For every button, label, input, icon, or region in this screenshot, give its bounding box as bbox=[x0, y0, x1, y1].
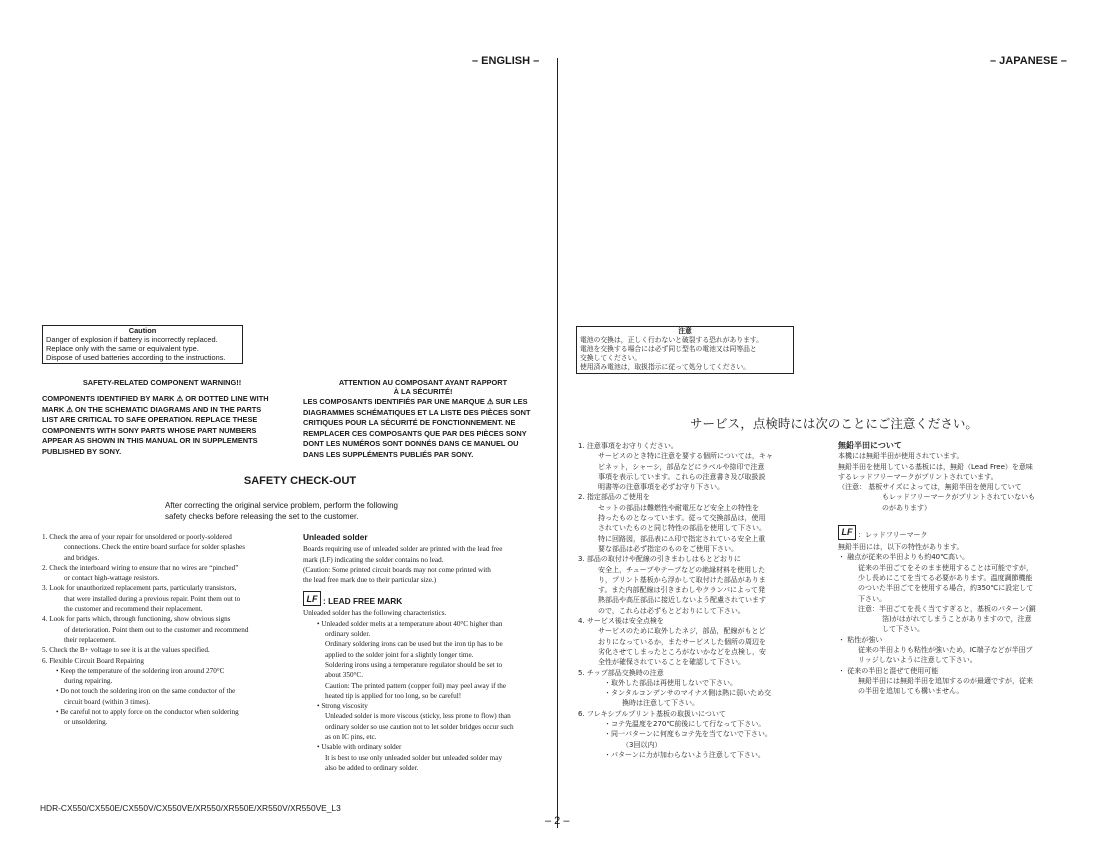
jp-notes-line: 換時は注意して下さい。 bbox=[622, 699, 699, 708]
safety-checkout-title: SAFETY CHECK-OUT bbox=[243, 475, 357, 487]
jp-unleaded-intro: 本機には無鉛半田が使用されています。 bbox=[838, 452, 964, 461]
checklist-line: the customer and recommend their replacement. bbox=[64, 605, 203, 614]
jp-characteristic-line: 注意：半田ごてを長く当てすぎると，基板のパターン(銅 bbox=[858, 604, 1036, 613]
jp-characteristic-line: 無鉛半田には無鉛半田を追加するのが最適ですが，従来 bbox=[858, 676, 1033, 685]
unleaded-characteristics bbox=[303, 608, 545, 773]
checklist-line: • Do not touch the soldering iron on the same conductor of the bbox=[56, 687, 236, 696]
unleaded-characteristic-line: as on IC pins, etc. bbox=[325, 733, 377, 742]
jp-notes-line: 5. チップ部品交換時の注意 bbox=[578, 668, 664, 677]
unleaded-characteristic-line: Unleaded solder is more viscous (sticky, less prone to flow) than bbox=[325, 712, 511, 721]
unleaded-characteristic-line: Soldering irons using a temperature regulator should be set to bbox=[325, 660, 503, 669]
caution-line-jp: 使用済み電池は，取扱指示に従って処分してください。 bbox=[580, 363, 750, 371]
unleaded-solder-section bbox=[303, 532, 545, 773]
jp-notes-line: 事項を表示しています。これらの注意書き及び取扱説 bbox=[598, 472, 766, 481]
jp-notes-line: 明書等の注意事項を必ずお守り下さい。 bbox=[598, 483, 724, 492]
jp-notes-line: サービスのために取外したネジ，部品，配線がもとど bbox=[598, 627, 766, 636]
checklist-line: connections. Check the entire board surface for solder splashes bbox=[64, 543, 246, 552]
lead-free-logo-icon: LF bbox=[838, 525, 856, 540]
warning-line-fr: LES COMPOSANTS IDENTIFIÉS PAR UNE MARQUE ⚠ SUR LES bbox=[303, 397, 528, 406]
jp-notes-line: 3. 部品の取付けや配線の引きまわしはもとどおりに bbox=[578, 555, 741, 564]
jp-characteristic-line: 無鉛半田には，以下の特性があります。 bbox=[838, 543, 964, 552]
checklist-line: 1. Check the area of your repair for unsoldered or poorly-soldered bbox=[42, 533, 232, 541]
jp-notes-line: 6. フレキシブルプリント基板の取扱いについて bbox=[578, 709, 726, 718]
jp-notes-line: 要な部品は必ず指定のものをご使用下さい。 bbox=[598, 544, 738, 553]
unleaded-characteristic-line: Unleaded solder has the following characteristics. bbox=[303, 609, 447, 618]
jp-characteristic-line: して下さい。 bbox=[882, 625, 924, 634]
safety-warning-title-en: SAFETY-RELATED COMPONENT WARNING!! bbox=[82, 378, 242, 387]
unleaded-characteristic-line: also be added to ordinary solder. bbox=[325, 763, 419, 772]
jp-notes-line: ビネット，シャーシ，部品などにラベルや捺印で注意 bbox=[598, 462, 765, 471]
unleaded-line: (Caution: Some printed circuit boards may not come printed with bbox=[303, 565, 491, 574]
unleaded-line: mark (LF) indicating the solder contains no lead. bbox=[303, 555, 444, 564]
checklist-line: • Keep the temperature of the soldering iron around 270°C bbox=[56, 666, 225, 675]
unleaded-characteristic-line: ordinary solder. bbox=[325, 630, 371, 639]
unleaded-characteristic-line: • Usable with ordinary solder bbox=[317, 743, 402, 752]
warning-line-fr: DIAGRAMMES SCHÉMATIQUES ET LA LISTE DES PIÈCES SONT bbox=[303, 407, 531, 417]
checklist-line: and bridges. bbox=[64, 553, 100, 562]
checklist-line: circuit board (within 3 times). bbox=[64, 697, 151, 706]
checklist-line: 4. Look for parts which, through functioning, show obvious signs bbox=[42, 615, 231, 624]
checklist-line: or unsoldering. bbox=[64, 718, 108, 727]
battery-caution-box-jp bbox=[576, 326, 794, 374]
warning-line-fr: DANS LES SUPPLÉMENTS PUBLIÉS PAR SONY. bbox=[303, 449, 474, 459]
checklist-line: 6. Flexible Circuit Board Repairing bbox=[42, 656, 145, 665]
jp-characteristic-line: の半田を追加しても構いません。 bbox=[858, 687, 964, 696]
jp-note: もレッドフリーマークがプリントされていないも bbox=[882, 493, 1036, 502]
warning-title-fr-line1: ATTENTION AU COMPOSANT AYANT RAPPORT bbox=[338, 378, 508, 387]
checklist-line: 5. Check the B+ voltage to see it is at the values specified. bbox=[42, 646, 210, 655]
jp-notes-line: す。また内部配線は引きまわしやクランパによって発 bbox=[598, 586, 765, 595]
warning-line: COMPONENTS WITH SONY PARTS WHOSE PART NUMBERS bbox=[42, 425, 257, 435]
jp-lead-free-mark-label: ：レッドフリーマーク bbox=[858, 530, 928, 539]
checklist-line: during repairing. bbox=[64, 677, 113, 686]
checklist-line: or contact high-wattage resistors. bbox=[64, 574, 160, 583]
jp-notes-line: り，プリント基板から浮かして取付けた部品がありま bbox=[598, 575, 766, 584]
jp-characteristic-line: 従来の半田ごてをそのまま使用することは可能ですが， bbox=[858, 563, 1033, 572]
jp-characteristic-line: のついた半田ごてを使用する場合，約350℃に設定して bbox=[858, 584, 1034, 593]
unleaded-solder-title: Unleaded solder bbox=[303, 532, 368, 542]
jp-unleaded-title: 無鉛半田について bbox=[838, 441, 902, 450]
warning-line-fr: DONT LES NUMÉROS SONT DONNÉS DANS CE MANUEL OU bbox=[303, 439, 519, 449]
safety-warning-title-fr bbox=[303, 378, 543, 396]
jp-notes-line: 4. サービス後は安全点検を bbox=[578, 617, 664, 626]
warning-line: APPEAR AS SHOWN IN THIS MANUAL OR IN SUPPLEMENTS bbox=[42, 436, 258, 446]
column-divider bbox=[557, 58, 558, 828]
jp-notes-line: ・取外した部品は再使用しないで下さい。 bbox=[604, 678, 737, 687]
jp-notes-line: 全性が確保されていることを確認して下さい。 bbox=[598, 658, 745, 667]
warning-line: PUBLISHED BY SONY. bbox=[42, 446, 122, 456]
warning-line: LIST ARE CRITICAL TO SAFE OPERATION. REPLACE THESE bbox=[42, 415, 258, 425]
warning-line-fr: REMPLACER CES COMPOSANTS QUE PAR DES PIÈCES SONY bbox=[303, 428, 527, 438]
safety-warning-body-en bbox=[42, 394, 292, 458]
unleaded-line: Boards requiring use of unleaded solder are printed with the lead free bbox=[303, 545, 503, 554]
unleaded-line: the lead free mark due to their particular size.) bbox=[303, 576, 437, 585]
japanese-service-notes bbox=[578, 441, 828, 760]
jp-notes-line: ・タンタルコンデンサのマイナス側は熱に弱いため交 bbox=[604, 689, 772, 698]
jp-notes-line: ・コテ先温度を270℃前後にして行なって下さい。 bbox=[604, 720, 766, 729]
jp-characteristic-line: ・ 融点が従来の半田よりも約40℃高い。 bbox=[838, 553, 969, 562]
lead-free-mark-row bbox=[303, 591, 545, 606]
checklist-line: 3. Look for unauthorized replacement parts, particularly transistors, bbox=[42, 584, 237, 593]
jp-notes-line: 安全上，チューブやテープなどの絶縁材料を使用した bbox=[598, 565, 766, 574]
jp-lead-free-mark-row bbox=[838, 525, 1083, 540]
checklist-line: 2. Check the interboard wiring to ensure that no wires are “pinched” bbox=[42, 563, 239, 572]
jp-notes-line: されていたものと同じ特性の部品を使用して下さい。 bbox=[598, 524, 766, 533]
checklist-line: of deterioration. Point them out to the customer and recommend bbox=[64, 625, 249, 634]
caution-title-jp: 注意 bbox=[678, 327, 692, 335]
battery-caution-box-en bbox=[42, 325, 243, 364]
warning-line-fr: CRITIQUES POUR LA SÉCURITÉ DE FONCTIONNEMENT. NE bbox=[303, 418, 516, 428]
jp-characteristic-line: ・ 従来の半田と混ぜて使用可能 bbox=[838, 666, 939, 675]
unleaded-characteristic-line: ordinary solder so use caution not to let solder bridges occur such bbox=[325, 722, 514, 731]
jp-characteristic-line: ・ 粘性が強い bbox=[838, 635, 883, 644]
english-section-header: – ENGLISH – bbox=[472, 55, 540, 67]
japanese-section-header: – JAPANESE – bbox=[990, 55, 1067, 67]
model-number-footer: HDR-CX550/CX550E/CX550V/CX550VE/XR550/XR550E/XR550V/XR550VE_L3 bbox=[40, 803, 341, 813]
intro-line: After correcting the original service problem, perform the following bbox=[165, 501, 398, 510]
jp-notes-line: サービスのとき特に注意を要する個所については，キャ bbox=[598, 452, 773, 461]
lead-free-mark-label: : LEAD FREE MARK bbox=[323, 596, 403, 607]
checklist-line: their replacement. bbox=[64, 635, 116, 644]
jp-characteristic-line: 下さい。 bbox=[858, 594, 886, 603]
unleaded-characteristic-line: Ordinary soldering irons can be used but the iron tip has to be bbox=[325, 640, 503, 649]
jp-notes-line: （3回以内） bbox=[622, 740, 662, 749]
caution-line-jp: 電池を交換する場合には必ず同じ型名の電池又は同等品と bbox=[580, 345, 757, 353]
unleaded-characteristic-line: • Unleaded solder melts at a temperature about 40°C higher than bbox=[317, 619, 503, 628]
unleaded-characteristic-line: about 350°C. bbox=[325, 671, 364, 680]
jp-notes-line: 特に回路図，部品表に⚠印で指定されている安全上重 bbox=[598, 534, 766, 543]
jp-notes-line: おりになっているか，またサービスした個所の周辺を bbox=[598, 637, 766, 646]
jp-notes-line: 劣化させてしまったところがないかなどを点検し，安 bbox=[598, 647, 766, 656]
jp-characteristic-line: リッジしないように注意して下さい。 bbox=[858, 656, 977, 665]
unleaded-characteristic-line: applied to the solder joint for a slightly longer time. bbox=[325, 650, 474, 659]
unleaded-characteristic-line: • Strong viscosity bbox=[317, 702, 368, 711]
jp-unleaded-intro: するレッドフリーマークがプリントされています。 bbox=[838, 472, 998, 481]
unleaded-characteristic-line: Caution: The printed pattern (copper foil) may peel away if the bbox=[325, 681, 507, 690]
jp-characteristic-line: 箔)がはがれてしまうことがありますので，注意 bbox=[882, 615, 1032, 624]
jp-unleaded-characteristics bbox=[838, 542, 1083, 696]
warning-line: COMPONENTS IDENTIFIED BY MARK ⚠ OR DOTTED LINE WITH bbox=[42, 394, 269, 403]
caution-line: Replace only with the same or equivalent type. bbox=[46, 344, 199, 353]
jp-notes-line: 2. 指定部品のご使用を bbox=[578, 493, 650, 502]
warning-title-fr-line2: À LA SÉCURITÉ! bbox=[393, 387, 453, 396]
jp-notes-line: セットの部品は難燃性や耐電圧など安全上の特性を bbox=[598, 503, 759, 512]
jp-notes-line: 持ったものとなっています。従って交換部品は，使用 bbox=[598, 514, 766, 523]
jp-note: のがあります） bbox=[882, 503, 931, 512]
jp-unleaded-intro: 無鉛半田を使用している基板には，無鉛（Lead Free）を意味 bbox=[838, 462, 1033, 471]
caution-line-jp: 電池の交換は，正しく行わないと破裂する恐れがあります。 bbox=[580, 336, 763, 344]
jp-characteristic-line: 少し長めにこてを当てる必要があります。温度調節機能 bbox=[858, 573, 1033, 582]
japanese-unleaded-section bbox=[838, 441, 1083, 697]
caution-line: Danger of explosion if battery is incorrectly replaced. bbox=[46, 335, 218, 344]
jp-notes-line: ・パターンに力が加わらないよう注意して下さい。 bbox=[604, 750, 765, 759]
safety-checklist bbox=[42, 532, 287, 728]
checklist-line: that were installed during a previous repair. Point them out to bbox=[64, 594, 241, 603]
jp-notes-line: 1. 注意事項をお守りください。 bbox=[578, 442, 678, 450]
caution-title: Caution bbox=[128, 326, 157, 335]
checklist-line: • Be careful not to apply force on the conductor when soldering bbox=[56, 708, 239, 717]
jp-characteristic-line: 従来の半田よりも粘性が強いため，IC端子などが半田ブ bbox=[858, 646, 1033, 655]
caution-line: Dispose of used batteries according to the instructions. bbox=[46, 353, 226, 362]
lead-free-logo-icon: LF bbox=[303, 591, 321, 606]
unleaded-characteristic-line: It is best to use only unleaded solder but unleaded solder may bbox=[325, 753, 503, 762]
warning-line: MARK ⚠ ON THE SCHEMATIC DIAGRAMS AND IN THE PARTS bbox=[42, 404, 262, 414]
jp-notes-line: ・同一パターンに何度もコテ先を当てないで下さい。 bbox=[604, 730, 772, 739]
caution-line-jp: 交換してください。 bbox=[580, 354, 642, 362]
japanese-section-title: サービス，点検時には次のことにご注意ください。 bbox=[690, 416, 978, 431]
unleaded-characteristic-line: heated tip is applied for too long, so be careful! bbox=[325, 691, 462, 700]
jp-notes-line: ので，これらは必ずもとどおりにして下さい。 bbox=[598, 606, 745, 615]
intro-line: safety checks before releasing the set to the customer. bbox=[165, 512, 359, 521]
jp-notes-line: 熱部品や高圧部品に接近しないよう配慮されています bbox=[598, 596, 766, 605]
jp-note: （注意： 基板サイズによっては，無鉛半田を使用していて bbox=[838, 483, 1022, 492]
safety-warning-body-fr bbox=[303, 397, 553, 461]
safety-checkout-intro bbox=[165, 500, 465, 522]
page-number: – 2 – bbox=[545, 815, 570, 827]
